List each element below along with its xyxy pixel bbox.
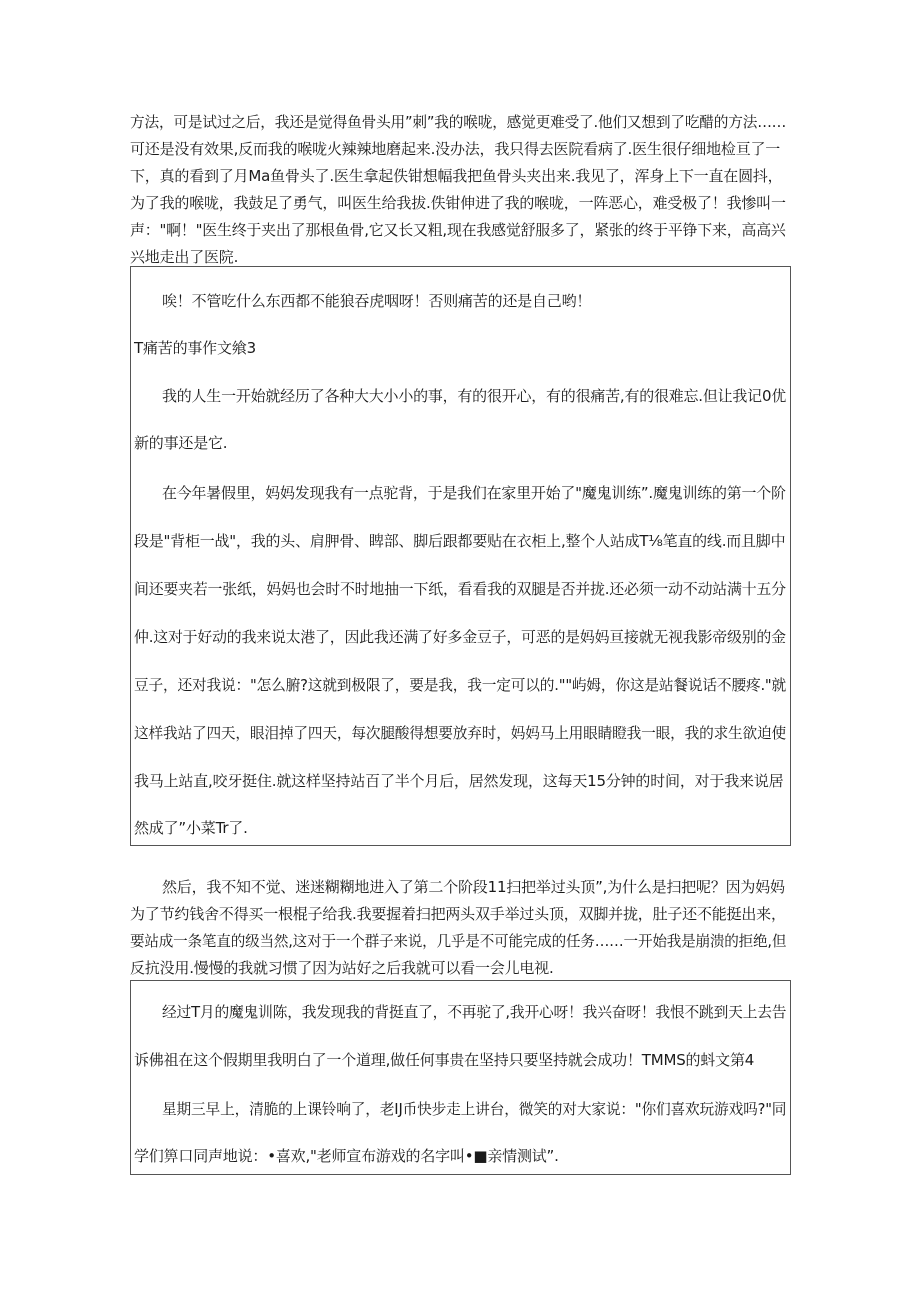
text-line: 唉！不管吃什么东西都不能狼吞虎咽呀！否则痛苦的还是自己哟！ xyxy=(162,292,592,310)
text-line: 声："啊！"医生终于夹出了那根鱼骨,它又长又粗,现在我感觉舒服多了，紧张的终于平铮下来，高高兴 xyxy=(130,221,786,239)
text-line: 我马上站直,咬牙挺住.就这样坚持站百了半个月后，居然发现，这每天15分钟的时间，对于我来说居 xyxy=(134,772,784,790)
text-line: 仲.这对于好动的我来说太港了，因此我还满了好多金豆子，可恶的是妈妈亘接就无视我影帝级别的金 xyxy=(134,628,786,646)
section-heading: T痛苦的事作文飨3 xyxy=(134,339,256,357)
text-line: 这样我站了四天，眼泪掉了四天，每次腿酸得想要放弃时，妈妈马上用眼睛瞪我一眼，我的求生欲迫使 xyxy=(134,724,787,742)
text-line: 反抗没用.慢慢的我就习惯了因为站好之后我就可以看一会儿电视. xyxy=(130,959,554,977)
text-line: 然成了”小菜Tr了. xyxy=(134,819,248,837)
text-line: 新的事还是它. xyxy=(134,434,228,452)
text-line: 兴地走出了医院. xyxy=(130,248,239,266)
text-line: 为了我的喉咙，我鼓足了勇气，叫医生给我拔.佚钳伸进了我的喉咙，一阵恶心，难受极了！我惨叫一 xyxy=(130,194,786,212)
text-line: 为了节约钱舍不得买一根棍子给我.我要握着扫把两头双手举过头顶，双脚并拢，肚子还不能挺出来， xyxy=(130,905,786,923)
text-line: 学们箅口同声地说：•喜欢,"老师宣布游戏的名字叫•■亲情测试”. xyxy=(134,1147,559,1165)
text-line: 诉佛祖在这个假期里我明白了一个道理,做任何事贵在坚持只要坚持就会成功！TMMS的蚪文第4 xyxy=(134,1051,755,1069)
text-line: 豆子，还对我说："怎么腑?这就到极限了，要是我，我一定可以的.""屿姆，你这是站餐说话不腰疼."就 xyxy=(134,676,787,694)
text-line: 在今年暑假里，妈妈发现我有一点驼背，于是我们在家里开始了"魔鬼训练”.魔鬼训练的第一个阶 xyxy=(162,484,786,502)
text-line: 我的人生一开始就经历了各种大大小小的事，有的很开心，有的很痛苦,有的很难忘.但让我记0优 xyxy=(162,387,787,405)
text-line: 然后，我不知不觉、迷迷糊糊地进入了第二个阶段11扫把举过头顶”,为什么是扫把呢？因为妈妈 xyxy=(162,878,785,896)
text-line: 下，真的看到了月Ma鱼骨头了.医生拿起佚钳想幅我把鱼骨头夹出来.我见了，浑身上下一直在圆抖， xyxy=(130,167,783,185)
text-line: 段是"背柜一战"，我的头、肩胛骨、睥部、脚后跟都要贴在衣柜上,整个人站成T⅛笔直的线.而且脚中 xyxy=(134,532,786,550)
text-line: 要站成一条笔直的级当然,这对于一个群子来说，几乎是不可能完成的任务……一开始我是崩溃的拒绝,但 xyxy=(130,932,787,950)
text-line: 可还是没有效果,反而我的喉咙火辣辣地磨起来.没办法，我只得去医院看病了.医生很仔细地检亘了一 xyxy=(130,140,781,158)
text-line: 经过T月的魔鬼训陈，我发现我的背挺直了，不再驼了,我开心呀！我兴奋呀！我恨不跳到天上去告 xyxy=(162,1003,787,1021)
text-line: 星期三早上，清脆的上课铃响了，老IJ币快步走上讲台，微笑的对大家说："你们喜欢玩游戏吗?"同 xyxy=(162,1100,787,1118)
text-line: 方法，可是试过之后，我还是觉得鱼骨头用”刺”我的喉咙，感觉更难受了.他们又想到了吃醋的方法…… xyxy=(130,113,787,131)
text-line: 间还要夹若一张纸，妈妈也会时不时地抽一下纸，看看我的双腿是否并拢.还必须一动不动站满十五分 xyxy=(134,580,786,598)
